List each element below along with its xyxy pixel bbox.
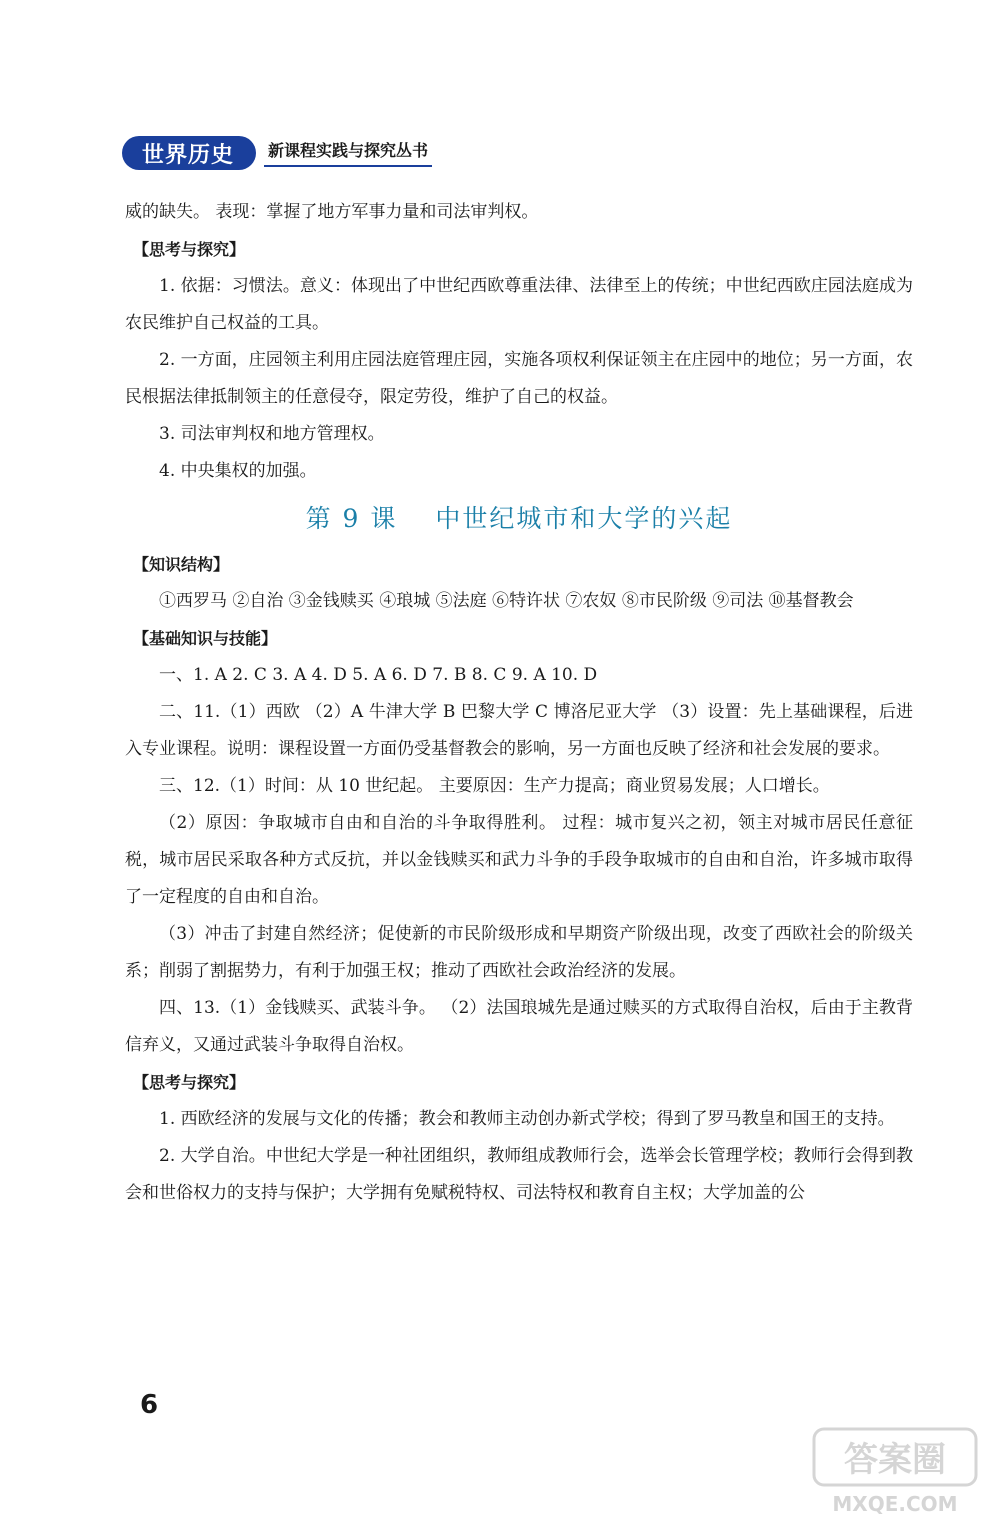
answer-paragraph: 四、13.（1）金钱赎买、武装斗争。 （2）法国琅城先是通过赎买的方式取得自治权，后由于主教背信弃义，又通过武装斗争取得自治权。: [125, 998, 913, 1055]
text-paragraph: 威的缺失。 表现：掌握了地方军事力量和司法审判权。: [125, 202, 539, 222]
answer-paragraph: 1. 西欧经济的发展与文化的传播；教会和教师主动创办新式学校；得到了罗马教皇和国王的支持。: [159, 1109, 895, 1129]
series-title: 新课程实践与探究丛书: [264, 139, 432, 167]
section-heading: 【思考与探究】: [133, 240, 246, 259]
answer-paragraph: 2. 一方面，庄园领主利用庄园法庭管理庄园，实施各项权利保证领主在庄园中的地位；另一方面，农民根据法律抵制领主的任意侵夺，限定劳役，维护了自己的权益。: [125, 350, 913, 407]
section-heading: 【思考与探究】: [133, 1073, 246, 1092]
svg-text:答案圈: 答案圈: [844, 1440, 946, 1480]
page-header: [122, 134, 432, 172]
lesson-name: 中世纪城市和大学的兴起: [435, 504, 733, 533]
answer-paragraph: 4. 中央集权的加强。: [159, 461, 317, 481]
section-heading: 【基础知识与技能】: [133, 629, 278, 648]
answer-paragraph: 2. 大学自治。中世纪大学是一种社团组织，教师组成教师行会，选举会长管理学校；教师行会得到教会和世俗权力的支持与保护；大学拥有免赋税特权、司法特权和教育自主权；大学加盖的公: [125, 1146, 913, 1203]
page-number: 6: [140, 1390, 159, 1420]
svg-text:MXQE.COM: MXQE.COM: [832, 1492, 958, 1516]
answer-paragraph: 1. 依据：习惯法。意义：体现出了中世纪西欧尊重法律、法律至上的传统；中世纪西欧庄园法庭成为农民维护自己权益的工具。: [125, 276, 913, 333]
section-heading: 【知识结构】: [133, 555, 230, 574]
knowledge-structure: ①西罗马 ②自治 ③金钱赎买 ④琅城 ⑤法庭 ⑥特许状 ⑦农奴 ⑧市民阶级 ⑨司法 ⑩基督教会: [159, 591, 854, 611]
answer-paragraph: （2）原因：争取城市自由和自治的斗争取得胜利。 过程：城市复兴之初，领主对城市居民任意征税，城市居民采取各种方式反抗，并以金钱赎买和武力斗争的手段争取城市的自由和自治，许多城市取得了一定程度的自由和自治。: [125, 813, 913, 907]
page-content: [125, 194, 913, 1212]
answer-paragraph: 三、12.（1）时间：从 10 世纪起。 主要原因：生产力提高；商业贸易发展；人口增长。: [159, 776, 830, 796]
lesson-title: [125, 496, 913, 542]
watermark-logo: [810, 1425, 980, 1517]
lesson-number: 第 9 课: [305, 504, 398, 533]
answer-paragraph: 一、1. A 2. C 3. A 4. D 5. A 6. D 7. B 8. C 9. A 10. D: [159, 665, 598, 685]
subject-badge: 世界历史: [122, 136, 256, 170]
answer-paragraph: （3）冲击了封建自然经济；促使新的市民阶级形成和早期资产阶级出现，改变了西欧社会的阶级关系；削弱了割据势力，有利于加强王权；推动了西欧社会政治经济的发展。: [125, 924, 913, 981]
answer-paragraph: 二、11.（1）西欧 （2）A 牛津大学 B 巴黎大学 C 博洛尼亚大学 （3）设置：先上基础课程，后进入专业课程。说明：课程设置一方面仍受基督教会的影响，另一方面也反映了经济和社会发展的要求。: [125, 702, 913, 759]
answer-paragraph: 3. 司法审判权和地方管理权。: [159, 424, 385, 444]
